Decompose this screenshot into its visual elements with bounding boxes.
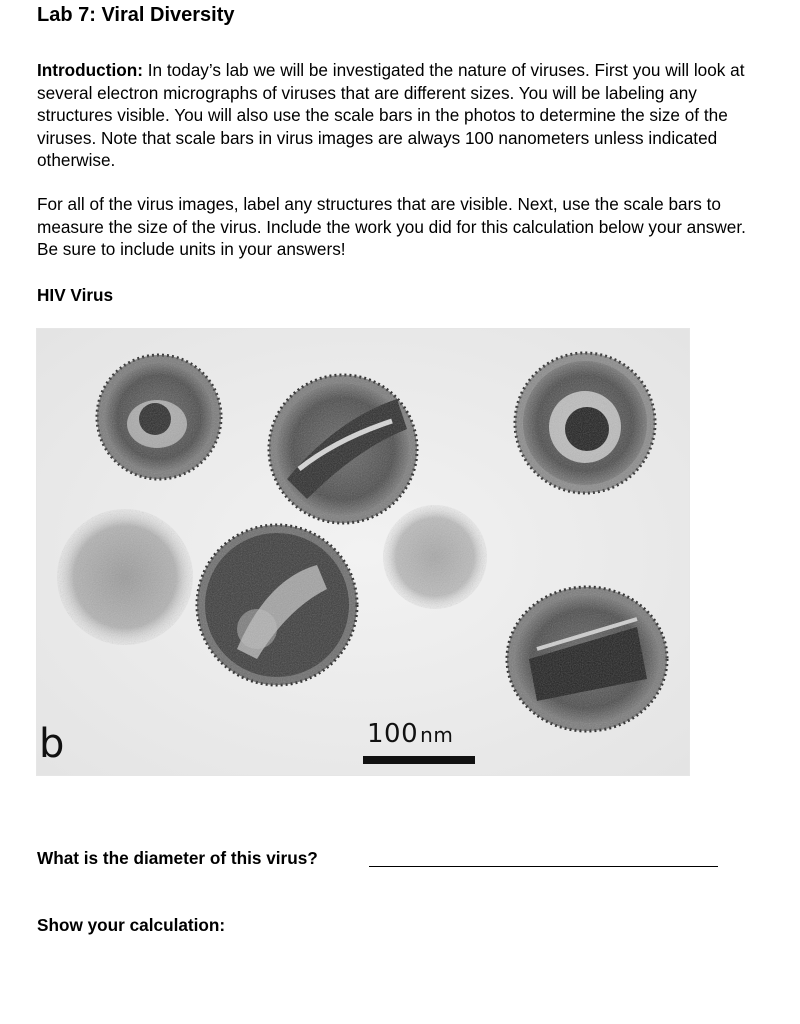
- virion-6: [383, 505, 487, 609]
- introduction-paragraph: [37, 59, 757, 172]
- scale-bar-label: [367, 719, 453, 749]
- scale-bar-unit: nm: [420, 723, 454, 747]
- virion-2: [269, 375, 417, 523]
- panel-letter: b: [39, 721, 65, 767]
- scale-bar: [363, 756, 475, 764]
- virion-5: [197, 525, 357, 685]
- page-title: Lab 7: Viral Diversity: [37, 4, 235, 26]
- virion-1: [97, 355, 221, 479]
- answer-line[interactable]: [369, 866, 718, 867]
- show-calculation-label: Show your calculation:: [37, 915, 226, 935]
- introduction-label: Introduction:: [37, 60, 143, 80]
- diameter-question: What is the diameter of this virus?: [37, 848, 318, 868]
- virion-3: [515, 353, 655, 493]
- virion-7: [507, 587, 667, 731]
- introduction-text: In today’s lab we will be investigated the nature of viruses. First you will look at several electron micrographs of viruses that are different sizes. You will be labeling any structures visible. You will also use the scale bars in the photos to determine the size of the viruses. Note that scale bars in virus images are always 100 nanometers unless indicated otherwise.: [37, 60, 745, 170]
- hiv-micrograph-image: [36, 328, 690, 776]
- scale-bar-value: 100: [367, 719, 419, 749]
- instructions-paragraph: For all of the virus images, label any structures that are visible. Next, use the scale bars to measure the size of the virus. Include the work you did for this calculation below your answer. Be sure to include units in your answers!: [37, 194, 746, 259]
- section-heading-hiv: HIV Virus: [37, 285, 114, 305]
- virion-4: [57, 509, 193, 645]
- micrograph-drawing: [37, 329, 690, 776]
